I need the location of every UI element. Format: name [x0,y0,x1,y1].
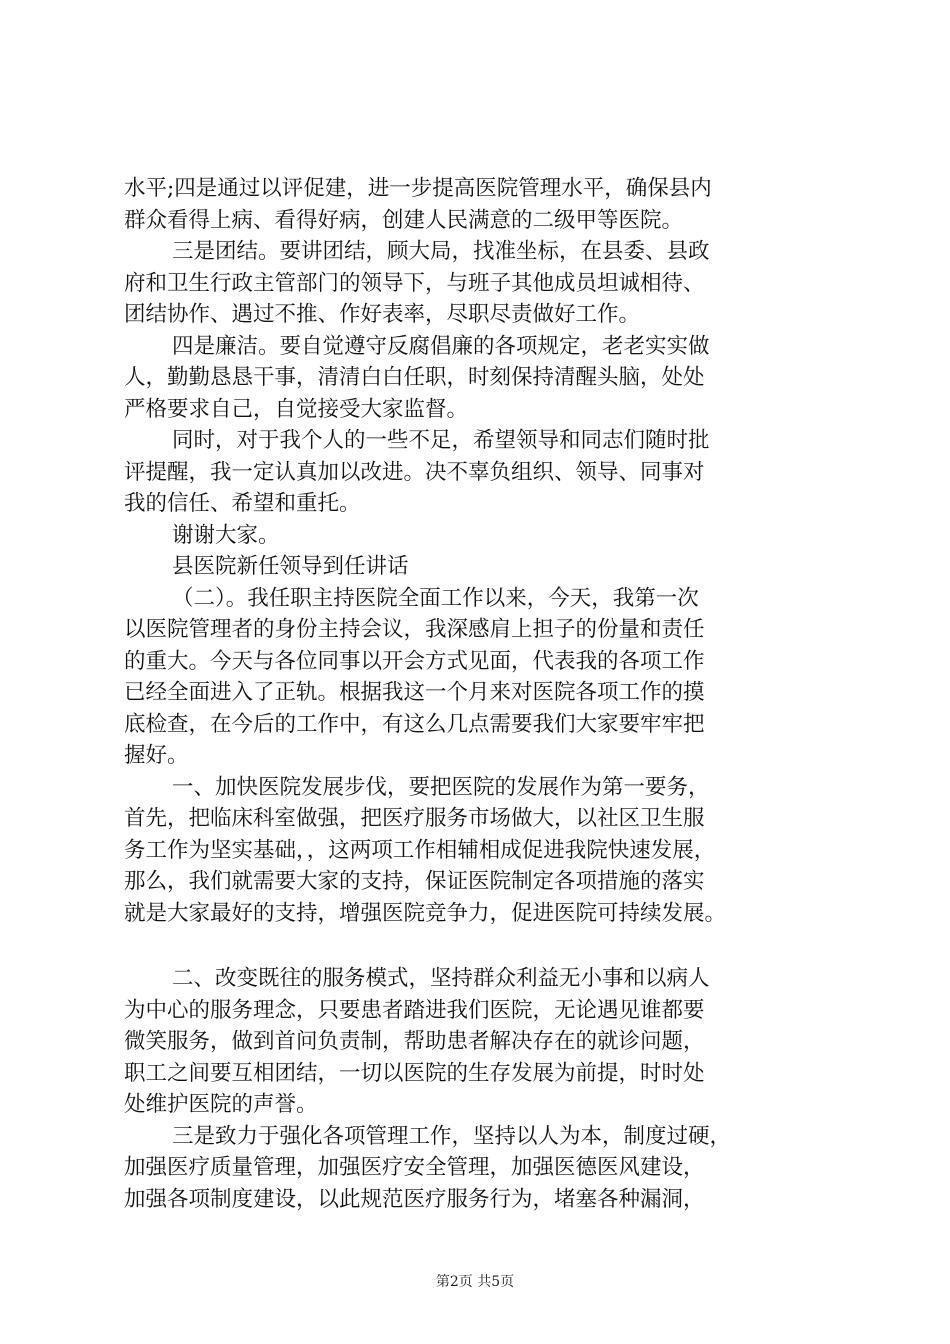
text-line: 加强医疗质量管理，加强医疗安全管理，加强医德医风建设， [124,1155,705,1180]
text-line: 首先，把临床科室做强，把医疗服务市场做大，以社区卫生服 [124,806,705,831]
section-title: 县医院新任领导到任讲话 [172,554,409,579]
text-line: 务工作为坚实基础，，这两项工作相辅相成促进我院快速发展， [124,837,716,863]
text-line: 一、加快医院发展步伐，要把医院的发展作为第一要务， [172,774,710,800]
text-line: 谢谢大家。 [172,522,280,548]
text-line: 那么，我们就需要大家的支持，保证医院制定各项措施的落实 [124,869,705,894]
text-line: 团结协作、遇过不推、作好表率，尽职尽责做好工作。 [124,302,641,327]
text-line: 评提醒，我一定认真加以改进。决不辜负组织、领导、同事对 [124,459,705,485]
text-line: 我的信任、希望和重托。 [124,491,361,516]
text-line: 处维护医院的声誉。 [124,1092,318,1117]
text-line: 的重大。今天与各位同事以开会方式见面，代表我的各项工作 [124,648,705,674]
text-line: 就是大家最好的支持，增强医院竞争力，促进医院可持续发展。 [124,900,727,926]
text-line: 三是致力于强化各项管理工作，坚持以人为本，制度过硬， [172,1123,732,1149]
text-line: 底检查，在今后的工作中，有这么几点需要我们大家要牢牢把 [124,711,705,737]
text-line: 三是团结。要讲团结，顾大局，找准坐标，在县委、县政 [172,239,710,264]
text-line: 四是廉洁。要自觉遵守反腐倡廉的各项规定，老老实实做 [172,333,710,359]
text-line: 加强各项制度建设，以此规范医疗服务行为，堵塞各种漏洞， [124,1186,705,1212]
text-line: 群众看得上病、看得好病，创建人民满意的二级甲等医院。 [124,207,684,233]
text-line: 严格要求自己，自觉接受大家监督。 [124,396,469,422]
text-line: 已经全面进入了正轨。根据我这一个月来对医院各项工作的摸 [124,680,705,705]
text-line: 水平;四是通过以评促建，进一步提高医院管理水平，确保县内 [124,176,712,201]
text-line: 府和卫生行政主管部门的领导下，与班子其他成员坦诚相待、 [124,270,705,296]
text-line: （二）。我任职主持医院全面工作以来，今天，我第一次 [172,585,699,611]
text-line: 以医院管理者的身份主持会议，我深感肩上担子的份量和责任 [124,617,705,642]
text-line: 人，勤勤恳恳干事，清清白白任职，时刻保持清醒头脑，处处 [124,365,705,390]
document-body [124,173,854,1215]
text-line: 职工之间要互相团结，一切以医院的生存发展为前提，时时处 [124,1060,705,1086]
text-line: 同时，对于我个人的一些不足，希望领导和同志们随时批 [172,428,710,453]
paragraph-gap [124,929,854,963]
page-footer: 第2页 共5页 [435,1274,515,1290]
text-line: 为中心的服务理念，只要患者踏进我们医院，无论遇见谁都要 [124,997,705,1023]
text-line: 微笑服务，做到首问负责制，帮助患者解决存在的就诊问题， [124,1029,705,1054]
text-line: 握好。 [124,743,189,768]
text-line: 二、改变既往的服务模式，坚持群众利益无小事和以病人 [172,966,710,991]
